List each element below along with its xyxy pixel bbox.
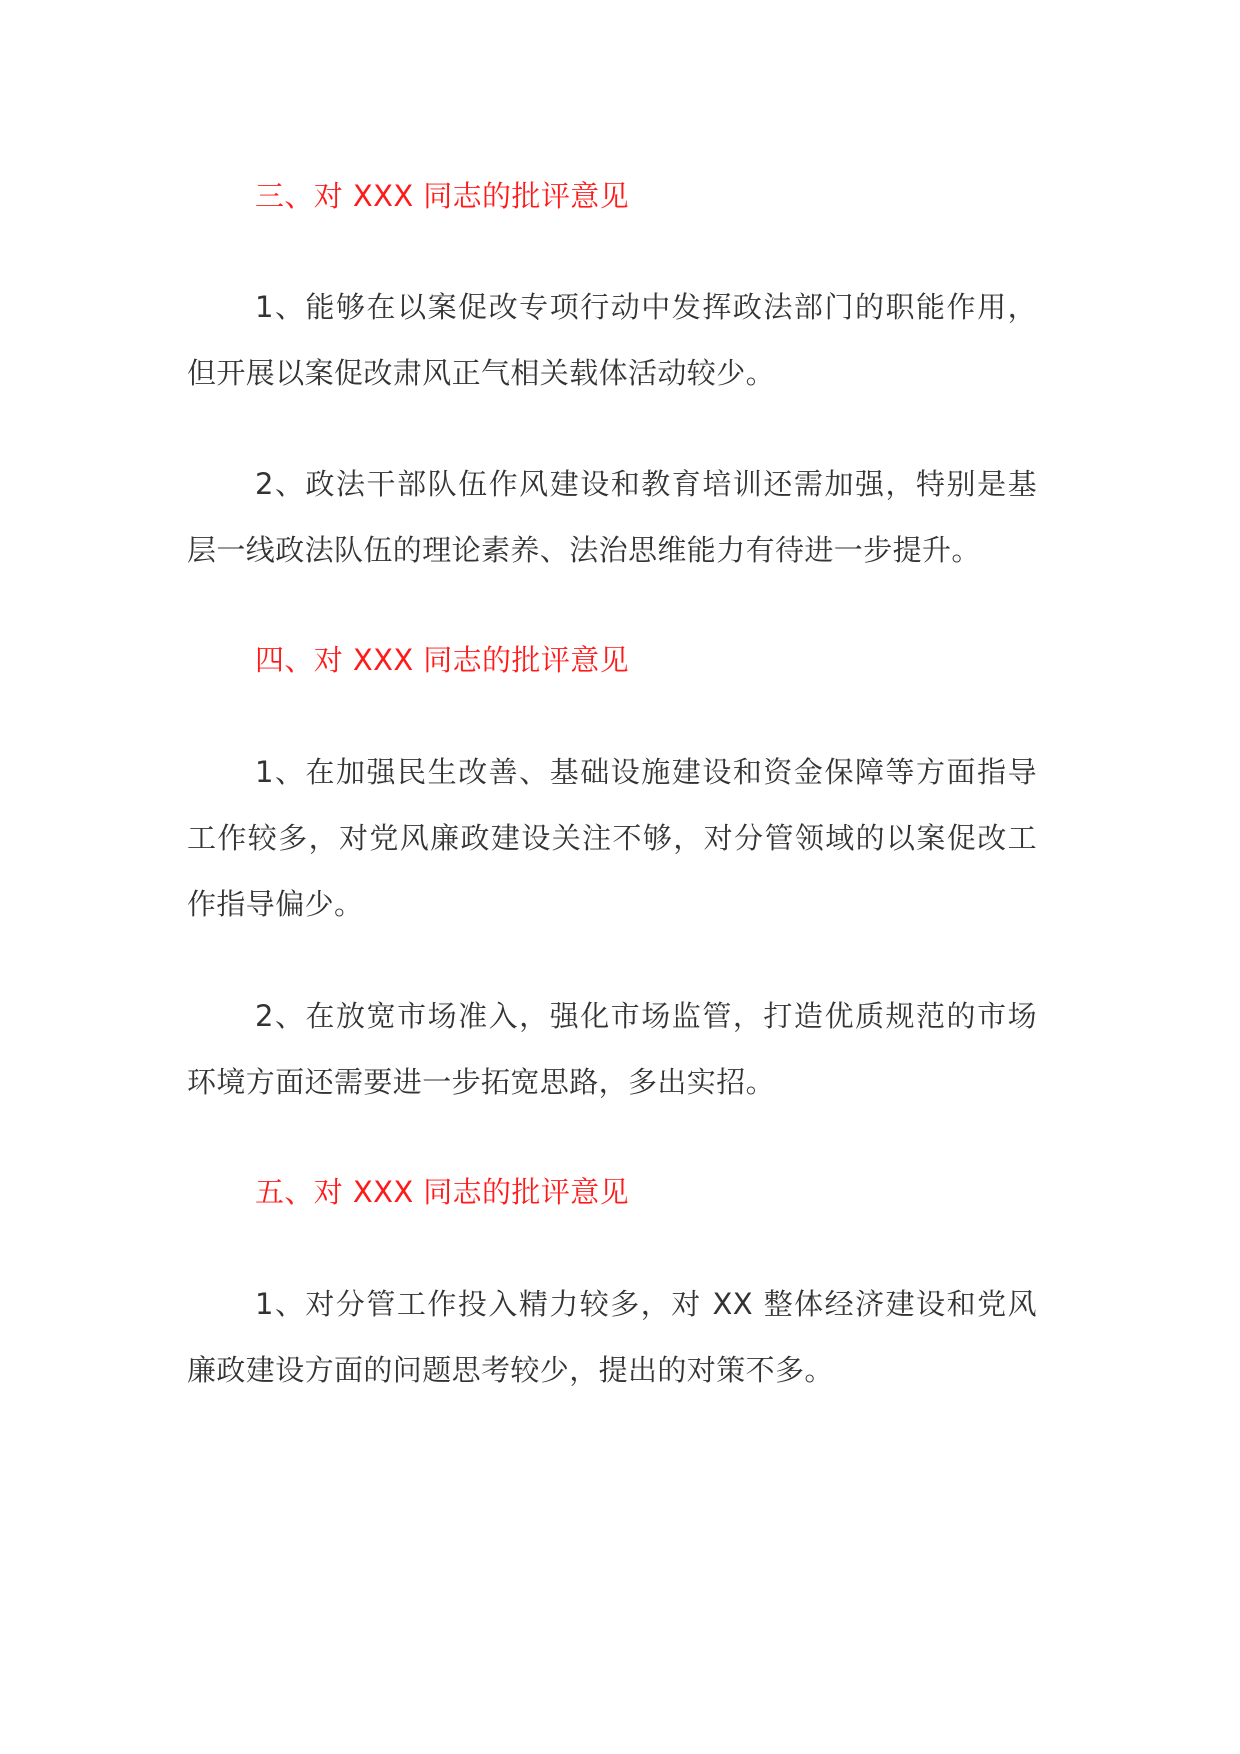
section-3-item-2: 2、政法干部队伍作风建设和教育培训还需加强，特别是基层一线政法队伍的理论素养、法治思维能力有待进一步提升。 [187,467,1037,567]
section-4-heading: 四、对 XXX 同志的批评意见 [255,643,630,677]
section-3-heading: 三、对 XXX 同志的批评意见 [255,179,630,213]
section-5-item-1: 1、对分管工作投入精力较多，对 XX 整体经济建设和党风廉政建设方面的问题思考较少，提出的对策不多。 [187,1287,1037,1387]
section-4-item-1: 1、在加强民生改善、基础设施建设和资金保障等方面指导工作较多，对党风廉政建设关注不够，对分管领域的以案促改工作指导偏少。 [187,755,1037,921]
section-3-item-1: 1、能够在以案促改专项行动中发挥政法部门的职能作用，但开展以案促改肃风正气相关载体活动较少。 [187,290,1037,390]
section-5-heading: 五、对 XXX 同志的批评意见 [255,1175,630,1209]
section-4-item-2: 2、在放宽市场准入，强化市场监管，打造优质规范的市场环境方面还需要进一步拓宽思路，多出实招。 [187,999,1037,1099]
